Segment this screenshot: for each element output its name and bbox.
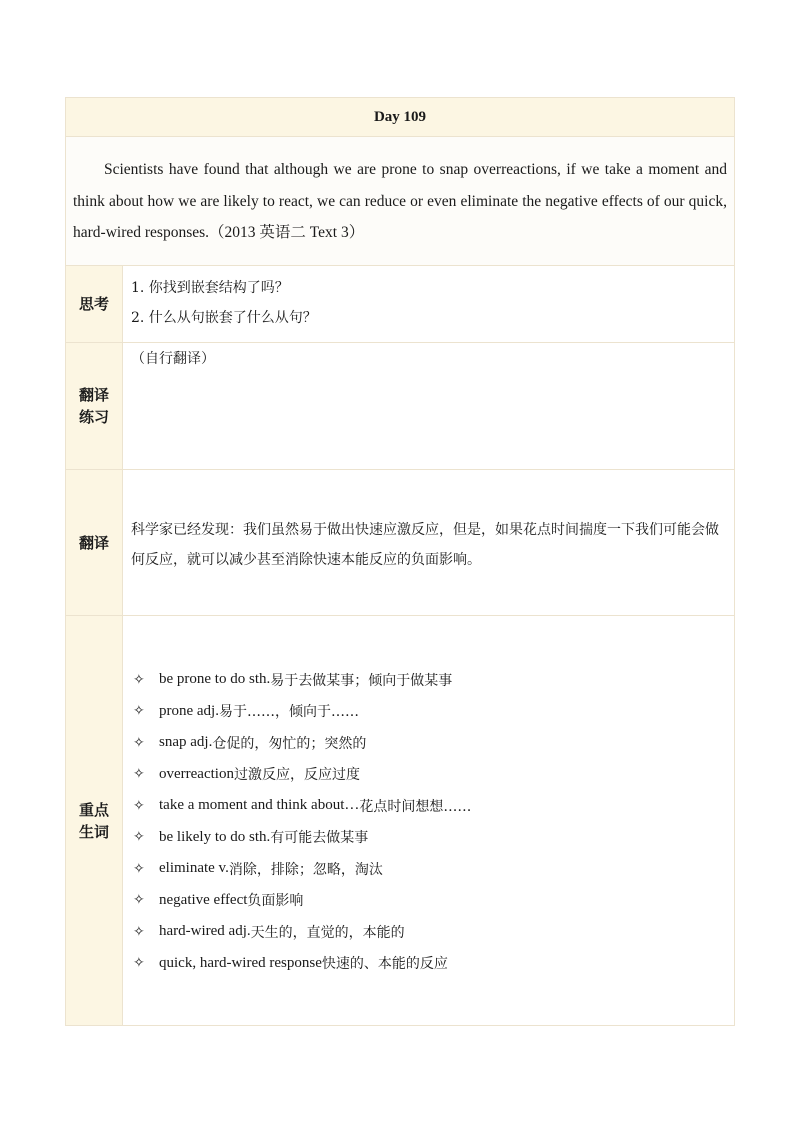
- vocab-item: [133, 853, 734, 885]
- vocab-item: [133, 696, 734, 728]
- translation-label: 翻译: [66, 470, 123, 615]
- diamond-bullet-icon: ✧: [133, 923, 145, 940]
- vocab-term: be prone to do sth.: [159, 671, 271, 688]
- vocab-item: [133, 885, 734, 917]
- vocab-item: [133, 916, 734, 948]
- diamond-bullet-icon: ✧: [133, 860, 145, 877]
- vocab-item: [133, 822, 734, 854]
- card-title: Day 109: [66, 98, 734, 137]
- think-question: 1. 你找到嵌套结构了吗？: [131, 280, 289, 296]
- vocab-meaning: 易于去做某事；倾向于做某事: [270, 672, 453, 689]
- vocab-meaning: 消除，排除；忽略，淘汰: [228, 861, 383, 878]
- vocab-meaning: 负面影响: [247, 893, 304, 910]
- practice-content: （自行翻译）: [131, 351, 215, 367]
- vocab-term: take a moment and think about…: [159, 797, 360, 814]
- vocab-item: [133, 727, 734, 759]
- think-content: [123, 266, 734, 342]
- vocab-term: snap adj.: [159, 734, 213, 751]
- vocab-row: [66, 616, 734, 1025]
- vocab-term: be likely to do sth.: [159, 828, 271, 845]
- practice-row: [66, 343, 734, 470]
- vocab-item: [133, 948, 734, 980]
- passage-text: Scientists have found that although we are prone to snap overreactions, if we take a moment and think about how we are likely to react, we can reduce or even eliminate the negative effects of our quick, hard-wired responses.（2013 英语二 Text 3）: [66, 137, 734, 266]
- diamond-bullet-icon: ✧: [133, 892, 145, 909]
- vocab-label: 重点 生词: [66, 616, 123, 1025]
- diamond-bullet-icon: ✧: [133, 766, 145, 783]
- diamond-bullet-icon: ✧: [133, 703, 145, 720]
- diamond-bullet-icon: ✧: [133, 829, 145, 846]
- think-label: 思考: [66, 266, 123, 342]
- vocab-meaning: 仓促的，匆忙的；突然的: [212, 735, 367, 752]
- diamond-bullet-icon: ✧: [133, 797, 145, 814]
- vocab-item: [133, 759, 734, 791]
- think-question: 2. 什么从句嵌套了什么从句？: [131, 310, 317, 326]
- vocab-item: [133, 664, 734, 696]
- diamond-bullet-icon: ✧: [133, 671, 145, 688]
- vocab-term: eliminate v.: [159, 860, 229, 877]
- vocab-meaning: 花点时间想想……: [359, 798, 472, 815]
- vocab-term: overreaction: [159, 765, 234, 782]
- vocab-list: [123, 616, 734, 1025]
- vocab-term: hard-wired adj.: [159, 923, 251, 940]
- practice-label: 翻译 练习: [66, 343, 123, 469]
- think-row: [66, 266, 734, 343]
- translation-content: 科学家已经发现：我们虽然易于做出快速应激反应，但是，如果花点时间揣度一下我们可能会做何反应，就可以减少甚至消除快速本能反应的负面影响。: [131, 522, 719, 568]
- translation-row: [66, 470, 734, 616]
- vocab-meaning: 过激反应，反应过度: [233, 767, 360, 784]
- vocab-term: prone adj.: [159, 702, 219, 719]
- vocab-meaning: 快速的、本能的反应: [321, 956, 448, 973]
- vocab-meaning: 易于……，倾向于……: [218, 704, 359, 721]
- vocab-term: quick, hard-wired response: [159, 954, 322, 971]
- vocab-item: [133, 790, 734, 822]
- diamond-bullet-icon: ✧: [133, 955, 145, 972]
- vocab-term: negative effect: [159, 891, 248, 908]
- diamond-bullet-icon: ✧: [133, 734, 145, 751]
- study-card: [65, 97, 735, 1026]
- vocab-meaning: 天生的，直觉的，本能的: [250, 924, 405, 941]
- vocab-meaning: 有可能去做某事: [270, 830, 369, 847]
